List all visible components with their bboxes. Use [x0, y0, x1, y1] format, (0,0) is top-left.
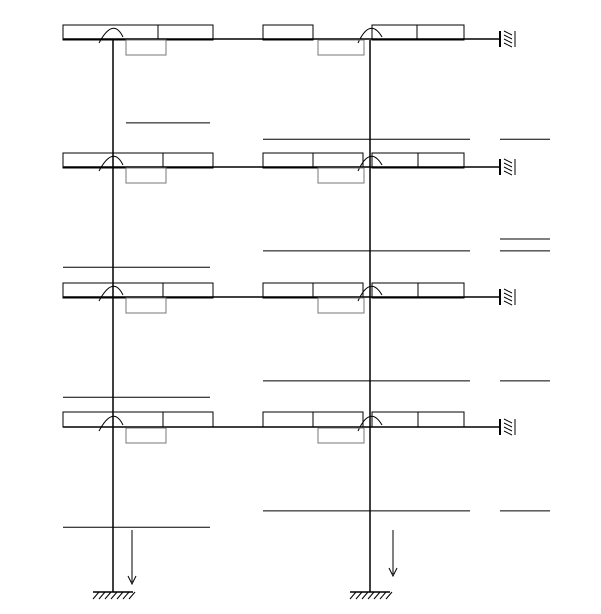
- floor-3-left-upper-row-1: [34, 333, 80, 346]
- floor-3-dist-left-1: [112, 285, 158, 298]
- left-ground-hatch: [111, 592, 117, 599]
- mid-ground-hatch: [356, 592, 362, 599]
- left-ground-hatch: [99, 592, 105, 599]
- floor-1-mid-lower-row-2: [368, 92, 414, 105]
- floor-4-bc-left-row-4: [499, 512, 545, 525]
- floor-1-mid-beam-left-row-2: [418, 92, 464, 105]
- floor-3-fixed-left: [116, 300, 162, 313]
- floor-4-left-lower-row-5: [112, 529, 158, 542]
- floor-3-fixed-mid: [316, 300, 362, 313]
- floor-3-mid-beam-right-row-3: [268, 366, 314, 379]
- floor-3-left-beam-row-2: [162, 350, 208, 363]
- floor-4-bc-left-row-1: [499, 463, 545, 476]
- floor-2-right-hatch: [504, 159, 512, 163]
- floor-4-left-beam-row-5: [162, 529, 208, 542]
- floor-3-left-beam-row-0: [162, 317, 208, 330]
- floor-1-dist-mid-0: [265, 27, 311, 40]
- mid-ground-hatch: [380, 592, 386, 599]
- floor-1-mid-beam-left-row-0: [418, 59, 464, 72]
- floor-3-mid-beam-right-row-2: [268, 350, 314, 363]
- floor-3-mid-beam-left-row-5: [418, 399, 464, 412]
- floor-1-mid-beam-right-row-3: [268, 108, 314, 121]
- floor-4-dist-mid-1: [315, 414, 361, 427]
- floor-2-dist-left-0: [62, 155, 108, 168]
- floor-3-mid-lower-row-3: [368, 366, 414, 379]
- floor-4-mid-upper-row-2: [317, 480, 363, 493]
- floor-1-left-lower-row-1: [112, 75, 158, 88]
- floor-3-left-upper-row-2: [34, 350, 80, 363]
- floor-2-left-upper-row-1: [34, 203, 80, 216]
- mid-ground-hatch: [362, 592, 368, 599]
- floor-2-dist-mid-0: [265, 155, 311, 168]
- floor-1-left-beam-row-3: [162, 108, 208, 121]
- floor-2-left-lower-row-4: [112, 252, 158, 265]
- floor-1-dist-left-0: [112, 27, 158, 40]
- floor-4-mid-lower-row-4: [368, 512, 414, 525]
- floor-3-dist-mid-3: [418, 285, 464, 298]
- floor-1-bc-left-row-2: [499, 92, 545, 105]
- floor-1-mid-beam-right-row-5: [268, 141, 314, 154]
- floor-4-fixed-mid: [316, 430, 362, 443]
- floor-4-left-lower-row-4: [112, 512, 158, 525]
- floor-2-left-beam-row-3: [162, 236, 208, 249]
- floor-4-mid-lower-row-3: [368, 496, 414, 509]
- floor-4-mid-upper-row-4: [317, 512, 363, 525]
- floor-4-left-beam-row-2: [162, 480, 208, 493]
- left-ground-hatch: [129, 592, 135, 599]
- floor-4-left-beam-row-0: [162, 447, 208, 460]
- floor-3-left-beam-row-1: [162, 333, 208, 346]
- floor-1-mid-beam-left-row-4: [418, 124, 464, 137]
- floor-2-fixed-left: [116, 169, 162, 182]
- floor-3-left-beam-row-3: [162, 366, 208, 379]
- floor-1-left-beam-row-4: [162, 124, 208, 137]
- floor-2-left-beam-row-4: [162, 252, 208, 265]
- floor-1-mid-lower-row-3: [368, 108, 414, 121]
- floor-4-left-beam-row-3: [162, 496, 208, 509]
- floor-2-mid-beam-left-row-3: [418, 236, 464, 249]
- floor-2-left-upper-row-5: [34, 269, 80, 282]
- floor-4-mid-upper-row-1: [317, 463, 363, 476]
- floor-4-left-upper-row-1: [34, 463, 80, 476]
- floor-4-left-lower-row-2: [112, 480, 158, 493]
- floor-2-left-beam-row-1: [162, 203, 208, 216]
- floor-3-left-beam-row-4: [162, 382, 208, 395]
- floor-4-fixed-left: [116, 430, 162, 443]
- floor-1-right-hatch: [504, 35, 512, 39]
- floor-2-mid-lower-row-2: [368, 220, 414, 233]
- floor-2-fixed-mid: [316, 169, 362, 182]
- floor-4-right-hatch: [504, 423, 512, 427]
- floor-4-left-upper-row-4: [34, 512, 80, 525]
- floor-1-left-lower-row-2: [112, 92, 158, 105]
- left-ground-hatch: [123, 592, 129, 599]
- floor-4-right-hatch: [504, 427, 512, 431]
- floor-3-dist-left-2: [162, 285, 208, 298]
- floor-3-right-hatch: [504, 301, 512, 305]
- floor-4-mid-upper-row-3: [317, 496, 363, 509]
- floor-2-dist-mid-1: [315, 155, 361, 168]
- floor-4-bc-left-row-0: [499, 447, 545, 460]
- floor-3-bc-left-row-0: [499, 317, 545, 330]
- floor-4-mid-beam-right-row-1: [268, 463, 314, 476]
- floor-4-bc-left-row-3: [499, 496, 545, 509]
- floor-4-left-upper-row-2: [34, 480, 80, 493]
- floor-2-dist-mid-3: [418, 155, 464, 168]
- floor-3-mid-upper-row-5: [317, 399, 363, 412]
- floor-3-bc-left-row-4: [499, 382, 545, 395]
- floor-3-mid-beam-right-row-1: [268, 333, 314, 346]
- floor-2-mid-upper-row-2: [317, 220, 363, 233]
- floor-2-mid-upper-row-4: [317, 252, 363, 265]
- mid-ground-hatch: [386, 592, 392, 599]
- floor-1-right-hatch: [504, 39, 512, 43]
- floor-1-fixed-mid: [316, 41, 362, 54]
- floor-3-left-lower-row-4: [112, 382, 158, 395]
- floor-2-mid-beam-right-row-2: [268, 220, 314, 233]
- floor-1-bc-left-row-5: [499, 141, 545, 154]
- floor-3-right-hatch: [504, 289, 512, 293]
- floor-1-mid-beam-left-row-5: [418, 141, 464, 154]
- floor-2-left-lower-row-3: [112, 236, 158, 249]
- floor-2-right-hatch: [504, 163, 512, 167]
- floor-3-mid-upper-row-3: [317, 366, 363, 379]
- floor-3-mid-beam-right-row-4: [268, 382, 314, 395]
- floor-4-mid-beam-right-row-3: [268, 496, 314, 509]
- floor-1-right-hatch: [504, 43, 512, 47]
- floor-4-mid-beam-left-row-3: [418, 496, 464, 509]
- floor-4-dist-left-1: [112, 414, 158, 427]
- floor-4-right-hatch: [504, 419, 512, 423]
- floor-2-mid-beam-left-row-1: [418, 203, 464, 216]
- mid-ground-hatch: [374, 592, 380, 599]
- floor-2-mid-lower-row-1: [368, 203, 414, 216]
- left-base-moment: [120, 574, 160, 587]
- floor-1-mid-lower-row-5: [368, 141, 414, 154]
- floor-4-mid-beam-right-row-4: [268, 512, 314, 525]
- floor-4-left-beam-row-1: [162, 463, 208, 476]
- floor-3-bc-left-row-2: [499, 350, 545, 363]
- floor-2-mid-lower-row-4: [368, 252, 414, 265]
- left-ground-hatch: [93, 592, 99, 599]
- floor-3-right-hatch: [504, 297, 512, 301]
- floor-1-dist-right-1: [418, 27, 464, 40]
- floor-3-mid-beam-right-row-0: [268, 317, 314, 330]
- floor-3-dist-mid-0: [265, 285, 311, 298]
- floor-1-mid-lower-row-4: [368, 124, 414, 137]
- floor-2-mid-lower-row-3: [368, 236, 414, 249]
- floor-3-mid-upper-row-4: [317, 382, 363, 395]
- floor-4-dist-mid-3: [418, 414, 464, 427]
- floor-3-mid-beam-right-row-5: [268, 399, 314, 412]
- floor-3-dist-mid-2: [368, 285, 414, 298]
- floor-3-left-lower-row-1: [112, 333, 158, 346]
- floor-1-left-beam-row-1: [162, 75, 208, 88]
- floor-2-left-lower-row-1: [112, 203, 158, 216]
- floor-3-mid-lower-row-2: [368, 350, 414, 363]
- floor-2-dist-left-1: [112, 155, 158, 168]
- floor-3-dist-mid-1: [315, 285, 361, 298]
- floor-2-mid-beam-left-row-0: [418, 187, 464, 200]
- floor-3-mid-lower-row-4: [368, 382, 414, 395]
- floor-3-mid-upper-row-2: [317, 350, 363, 363]
- floor-2-left-beam-row-2: [162, 220, 208, 233]
- mid-base-moment: [377, 572, 417, 585]
- floor-1-mid-beam-right-row-1: [268, 75, 314, 88]
- floor-3-mid-lower-row-5: [368, 399, 414, 412]
- floor-4-dist-mid-2: [368, 414, 414, 427]
- floor-3-mid-upper-row-1: [317, 333, 363, 346]
- floor-4-mid-beam-right-row-0: [268, 447, 314, 460]
- floor-1-fixed-left: [116, 41, 162, 54]
- floor-4-mid-beam-left-row-0: [418, 447, 464, 460]
- floor-3-bc-left-row-5: [499, 399, 545, 412]
- floor-2-mid-beam-right-row-1: [268, 203, 314, 216]
- floor-2-left-upper-row-3: [34, 236, 80, 249]
- floor-4-left-upper-row-3: [34, 496, 80, 509]
- floor-4-left-upper-row-5: [34, 529, 80, 542]
- floor-4-mid-lower-row-1: [368, 463, 414, 476]
- floor-2-mid-upper-row-3: [317, 236, 363, 249]
- floor-4-dist-left-0: [62, 414, 108, 427]
- floor-2-left-beam-row-5: [162, 269, 208, 282]
- floor-3-mid-lower-row-1: [368, 333, 414, 346]
- mid-ground-hatch: [350, 592, 356, 599]
- floor-3-mid-beam-left-row-2: [418, 350, 464, 363]
- floor-1-left-lower-row-3: [112, 108, 158, 121]
- floor-4-mid-beam-left-row-4: [418, 512, 464, 525]
- floor-3-mid-beam-left-row-0: [418, 317, 464, 330]
- floor-2-mid-beam-right-row-4: [268, 252, 314, 265]
- floor-1-left-lower-row-4: [112, 124, 158, 137]
- floor-1-dist-left-1: [162, 27, 208, 40]
- floor-2-left-lower-row-5: [112, 269, 158, 282]
- floor-1-bc-left-row-4: [499, 124, 545, 137]
- floor-1-right-hatch: [504, 31, 512, 35]
- floor-1-bc-left-row-0: [499, 59, 545, 72]
- floor-3-left-lower-row-2: [112, 350, 158, 363]
- floor-4-mid-zero: [268, 431, 314, 444]
- floor-2-bc-left-row-3: [499, 236, 545, 249]
- floor-4-right-hatch: [504, 431, 512, 435]
- floor-4-dist-left-2: [162, 414, 208, 427]
- floor-2-mid-beam-left-row-4: [418, 252, 464, 265]
- floor-2-bc-left-row-0: [499, 187, 545, 200]
- floor-3-dist-left-0: [62, 285, 108, 298]
- left-ground-hatch: [105, 592, 111, 599]
- floor-2-mid-upper-row-1: [317, 203, 363, 216]
- floor-4-left-beam-row-4: [162, 512, 208, 525]
- floor-2-dist-left-2: [162, 155, 208, 168]
- floor-2-bc-left-row-4: [499, 252, 545, 265]
- left-ground-hatch: [117, 592, 123, 599]
- floor-3-left-upper-row-3: [34, 366, 80, 379]
- floor-1-mid-beam-right-row-0: [268, 59, 314, 72]
- floor-3-left-upper-row-4: [34, 382, 80, 395]
- floor-1-left-beam-row-2: [162, 92, 208, 105]
- floor-2-dist-mid-2: [368, 155, 414, 168]
- floor-2-right-hatch: [504, 171, 512, 175]
- floor-3-left-lower-row-3: [112, 366, 158, 379]
- floor-3-mid-beam-left-row-4: [418, 382, 464, 395]
- floor-2-left-lower-row-2: [112, 220, 158, 233]
- floor-4-mid-beam-right-row-2: [268, 480, 314, 493]
- floor-2-left-upper-row-2: [34, 220, 80, 233]
- floor-1-mid-lower-row-1: [368, 75, 414, 88]
- floor-2-bc-left-row-1: [499, 203, 545, 216]
- floor-2-mid-beam-right-row-3: [268, 236, 314, 249]
- floor-1-mid-beam-right-row-2: [268, 92, 314, 105]
- floor-4-dist-mid-0: [265, 414, 311, 427]
- floor-1-left-beam-row-0: [162, 59, 208, 72]
- mid-ground-hatch: [368, 592, 374, 599]
- floor-1-mid-beam-right-row-4: [268, 124, 314, 137]
- floor-1-dist-right-0: [368, 27, 414, 40]
- floor-2-right-hatch: [504, 167, 512, 171]
- floor-2-left-upper-row-4: [34, 252, 80, 265]
- floor-3-right-hatch: [504, 293, 512, 297]
- floor-4-mid-beam-left-row-1: [418, 463, 464, 476]
- floor-2-mid-beam-right-row-0: [268, 187, 314, 200]
- floor-2-left-beam-row-0: [162, 187, 208, 200]
